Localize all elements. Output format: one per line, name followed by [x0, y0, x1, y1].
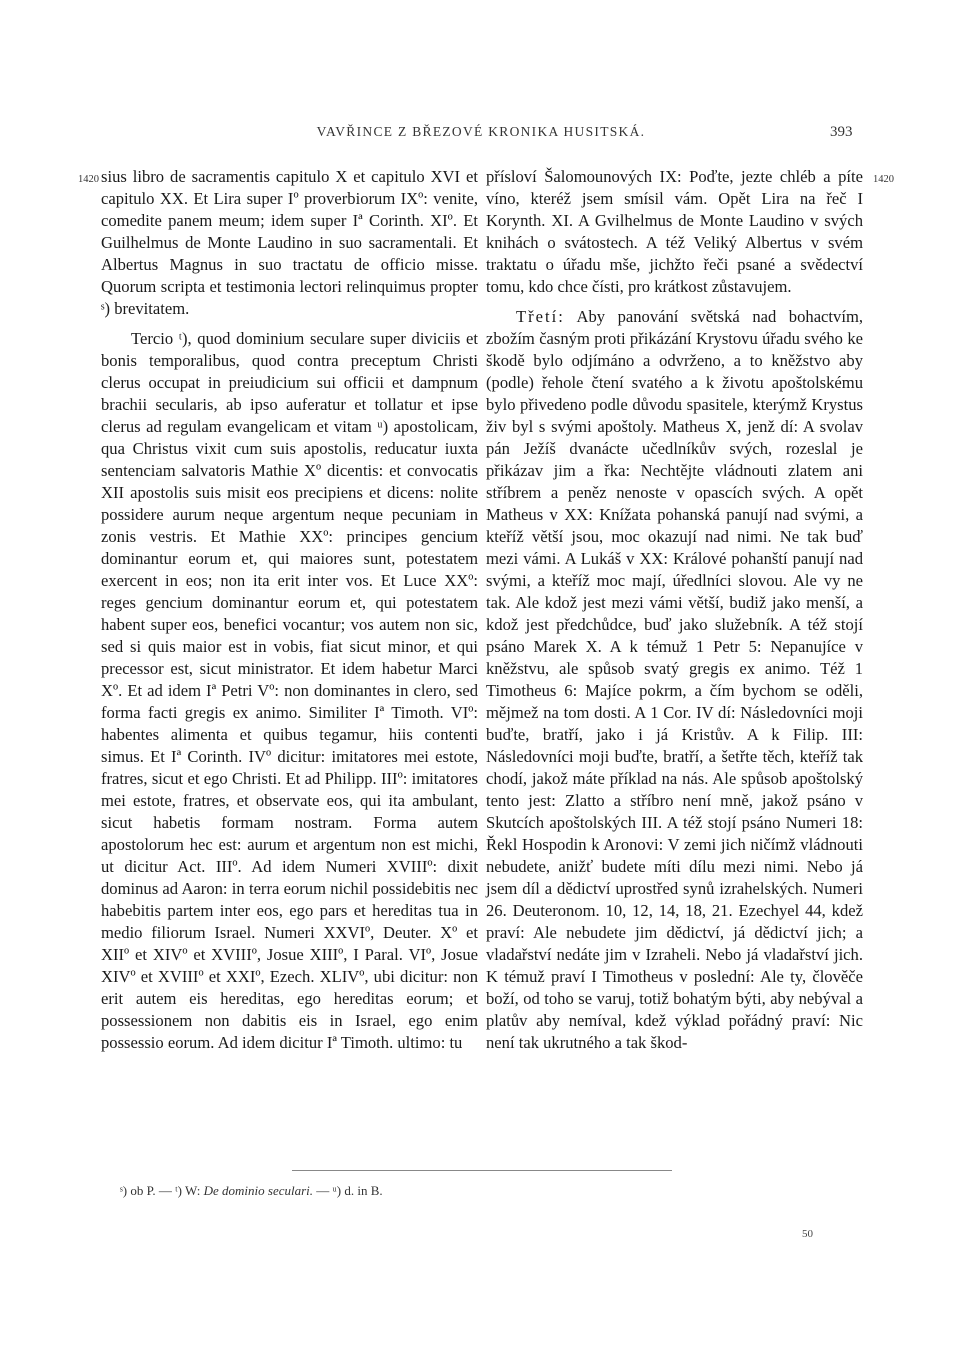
czech-paragraph-2-text: Aby panování světská nad bohactvím, zbožím časným proti přikázání Krystovu úřadu svého ke škodě bylo odjímáno a odvrženo, a to kněžstvo aby (podle) řehole čtení svatého a k životu apoštolskému bylo přivedeno podle důvodu spasitele, kterýmž Krystus živ byl s svými apoštoly. Matheus X, jenž dí: A svolav pán Ježíš dvanácte učedlníkův svých, rozeslal je přikázav jim a řka: Nechtějte vládnouti zlatem ani stříbrem a peněz nenoste v opascích svých. A opět Matheus v XX: Knížata pohanská panují nad svými, a kteříž větší jsou, moc okazují nad nimi. Ne tak buď mezi vámi. A Lukáš v XX: Králové pohanští panují nad svými, a kteříž moc mají, úředlníci slovou. Ale vy ne tak. Ale kdož jest mezi vámi větší, budiž jako menší, a kdož jest předchůdce, buď jako služebník. A též stojí psáno Marek X. A k témuž 1 Petr 5: Nepanujíce v kněžstvu, ale spůsob svatý gregis ex animo. Též 1 Timotheus 6: Majíce pokrm, a čím bychom se oděli, mějmež na tom dosti. A 1 Cor. IV dí: Následovníci moji buďte, bratří, jako i já Kristův. A k Filip. III: Následovníci moji buďte, bratří, a šetřte těch, kteříž tak chodí, jakož máte příklad na nás. Ale spůsob apoštolský tento jest: Zlatto a stříbro není mně, jakož psáno v Skutcích apoštolských III. A též stojí psáno Numeri 18: Řekl Hospodin k Aronovi: V zemi jich ničímž vládnouti nebudete, anižť budete míti dílu mezi nimi. Nebo já jsem díl a dědictví uprostřed synů izrahelských. Numeri 26. Deuteronom. 10, 12, 14, 18, 21. Ezechyel 44, kdež praví: Ale nebudete jim dědictví, já dědictví jich; a vladařství nedáte jim v Izraheli. Nebo já vladařství jich. K témuž praví I Timotheus v poslední: Ale ty, člověče boží, od toho se varuj, totiž bohatým býti, aby nebýval a platův aby nemíval, kdež výklad pořádný praví: Nic není tak ukrutného a tak škod-	[486, 307, 863, 1052]
margin-year-right: 1420	[873, 174, 894, 185]
czech-paragraph-2	[486, 306, 863, 1054]
footnote-part-1: ˢ) ob P. — ᵗ) W:	[120, 1183, 204, 1198]
running-title: VAVŘINCE Z BŘEZOVÉ KRONIKA HUSITSKÁ.	[316, 124, 646, 139]
latin-paragraph-2-lead: Tercio ᵗ)	[131, 329, 188, 348]
footnotes	[120, 1183, 540, 1199]
czech-column	[486, 166, 863, 1054]
margin-year-left: 1420	[78, 174, 99, 185]
signature-mark: 50	[802, 1228, 813, 1240]
latin-column	[101, 166, 478, 1054]
footnote-rule	[292, 1170, 672, 1171]
footnote-title: De dominio seculari.	[203, 1183, 314, 1198]
latin-paragraph-2	[101, 328, 478, 1054]
czech-paragraph-1: přísloví Šalomounových IX: Poďte, jezte chléb a píte víno, kteréž jsem smísil vám. Opět Lira na řeč I Korynth. XI. A Gvilhelmus de Monte Laudino v svých knihách o svátostech. A též Veliký Albertus v svém traktatu o úřadu mše, jichžto řeči psané a svědectví tomu, kdo chce čísti, pro krátkost zůstavujem.	[486, 167, 863, 296]
czech-paragraph-2-lead: Třetí:	[516, 307, 565, 326]
latin-paragraph-1: sius libro de sacramentis capitulo X et capitulo XVI et capitulo XX. Et Lira super Iº proverbiorum IXº: venite, comedite panem meum; idem super Iª Corinth. XIº. Et Guilhelmus de Monte Laudino in suo sacramentali. Et Albertus Magnus in suo tractatu de officio misse. Quorum scripta et testimonia lectori relinquimus propter ˢ) brevitatem.	[101, 167, 478, 318]
latin-paragraph-2-text: , quod dominium seculare super diviciis et bonis temporalibus, quod contra preceptum Christi clerus occupat in preiudicium sui officii et dampnum brachii secularis, ab ipso auferatur et tollatur et ipse clerus ad regulam evangelicam et vitam ᵘ) apostolicam, qua Christus vixit cum suis apostolis, reducatur iuxta sentenciam salvatoris Mathie Xº dicentis: et convocatis XII apostolis suis misit eos precipiens et dicens: nolite possidere aurum neque argentum neque pecuniam in zonis vestris. Et Mathie XXº: principes gencium dominantur eorum et, qui maiores sunt, potestatem exercent in eos; non ita erit inter vos. Et Luce XXº: reges gencium dominantur eorum et, qui potestatem habent super eos, benefici vocantur; vos autem non sic, sed si quis maior est in vobis, fiat sicut minor, et qui precessor est, sicut ministrator. Et idem habetur Marci Xº. Et ad idem Iª Petri Vº: non dominantes in clero, sed forma facti gregis ex animo. Similiter Iª Timoth. VIº: habentes alimenta et quibus tegamur, hiis contenti simus. Et Iª Corinth. IVº dicitur: imitatores mei estote, fratres, sicut et ego Christi. Et ad Philipp. IIIº: imitatores mei estote, fratres, et observate eos, qui ita ambulant, sicut habetis formam nostram. Forma autem apostolorum hec est: aurum et argentum non est michi, ut dicitur Act. IIIº. Ad idem Numeri XVIIIº: dixit dominus ad Aaron: in terra eorum nichil possidebitis nec habebitis partem inter eos, ego pars et hereditas tua in medio filiorum Israel. Numeri XXVIº, Deuter. Xº et XIIº et XIVº et XVIIIº, Josue XIIIº, I Paral. VIº, Josue XIVº et XVIIIº et XXIº, Ezech. XLIVº, ubi dicitur: non erit autem eis hereditas, ego hereditas eorum; et possessionem non dabitis eis in Israel, ego enim possessio eorum. Ad idem dicitur Iª Timoth. ultimo: tu	[101, 329, 478, 1052]
footnote-part-2: — ᵘ) d. in B.	[313, 1183, 383, 1198]
page-number: 393	[830, 124, 853, 140]
